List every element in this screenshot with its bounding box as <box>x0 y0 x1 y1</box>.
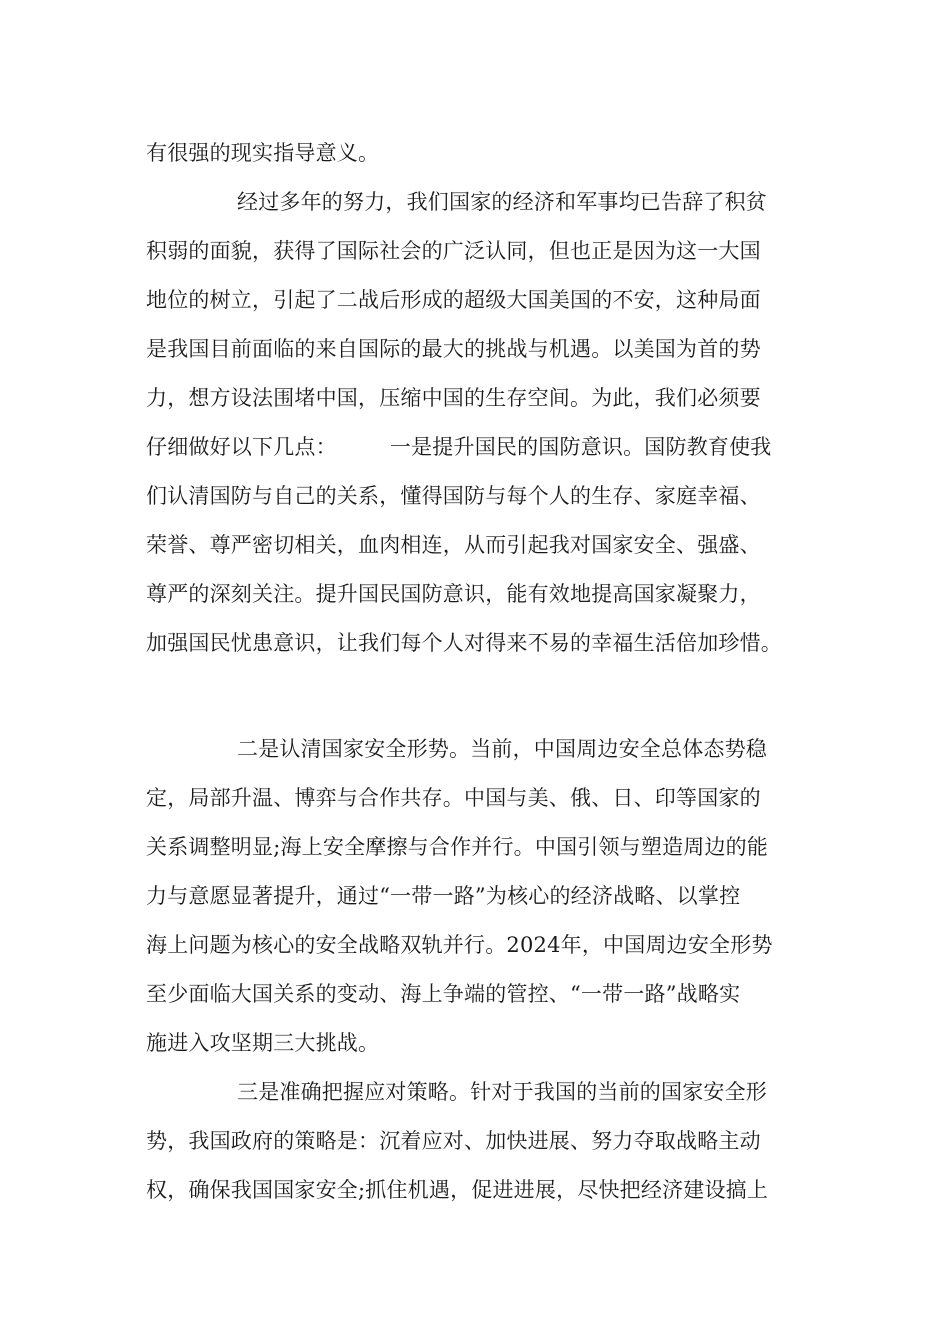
text-line: 仔细做好以下几点： 一是提升国民的国防意识。国防教育使我 <box>146 435 772 459</box>
paragraph-start-line: 经过多年的努力，我们国家的经济和军事均已告辞了积贫 <box>237 190 767 214</box>
text-line: 地位的树立，引起了二战后形成的超级大国美国的不安，这种局面 <box>146 288 761 312</box>
text-line: 积弱的面貌，获得了国际社会的广泛认同，但也正是因为这一大国 <box>146 239 761 263</box>
paragraph-start-line: 二是认清国家安全形势。当前，中国周边安全总体态势稳 <box>237 737 767 761</box>
paragraph-start-line: 三是准确把握应对策略。针对于我国的当前的国家安全形 <box>237 1080 767 1104</box>
text-line: 势，我国政府的策略是：沉着应对、加快进展、努力夺取战略主动 <box>146 1129 761 1153</box>
text-line: 力与意愿显著提升，通过“一带一路”为核心的经济战略、以掌控 <box>146 884 741 908</box>
text-line: 力，想方设法围堵中国，压缩中国的生存空间。为此，我们必须要 <box>146 386 761 410</box>
text-line: 关系调整明显;海上安全摩擦与合作并行。中国引领与塑造周边的能 <box>146 835 769 859</box>
text-line: 尊严的深刻关注。提升国民国防意识，能有效地提高国家凝聚力， <box>146 582 761 606</box>
text-line: 是我国目前面临的来自国际的最大的挑战与机遇。以美国为首的势 <box>146 337 761 361</box>
text-line: 至少面临大国关系的变动、海上争端的管控、“一带一路”战略实 <box>146 982 741 1006</box>
text-line: 施进入攻坚期三大挑战。 <box>146 1031 380 1055</box>
text-line: 有很强的现实指导意义。 <box>146 141 380 165</box>
text-line: 荣誉、尊严密切相关，血肉相连，从而引起我对国家安全、强盛、 <box>146 533 761 557</box>
text-line: 海上问题为核心的安全战略双轨并行。2024年，中国周边安全形势 <box>146 933 773 957</box>
text-line: 权，确保我国国家安全;抓住机遇，促进进展，尽快把经济建设搞上 <box>146 1178 769 1202</box>
text-line: 们认清国防与自己的关系，懂得国防与每个人的生存、家庭幸福、 <box>146 484 761 508</box>
text-line: 定，局部升温、博弈与合作共存。中国与美、俄、日、印等国家的 <box>146 786 761 810</box>
text-line: 加强国民忧患意识，让我们每个人对得来不易的幸福生活倍加珍惜。 <box>146 631 782 655</box>
